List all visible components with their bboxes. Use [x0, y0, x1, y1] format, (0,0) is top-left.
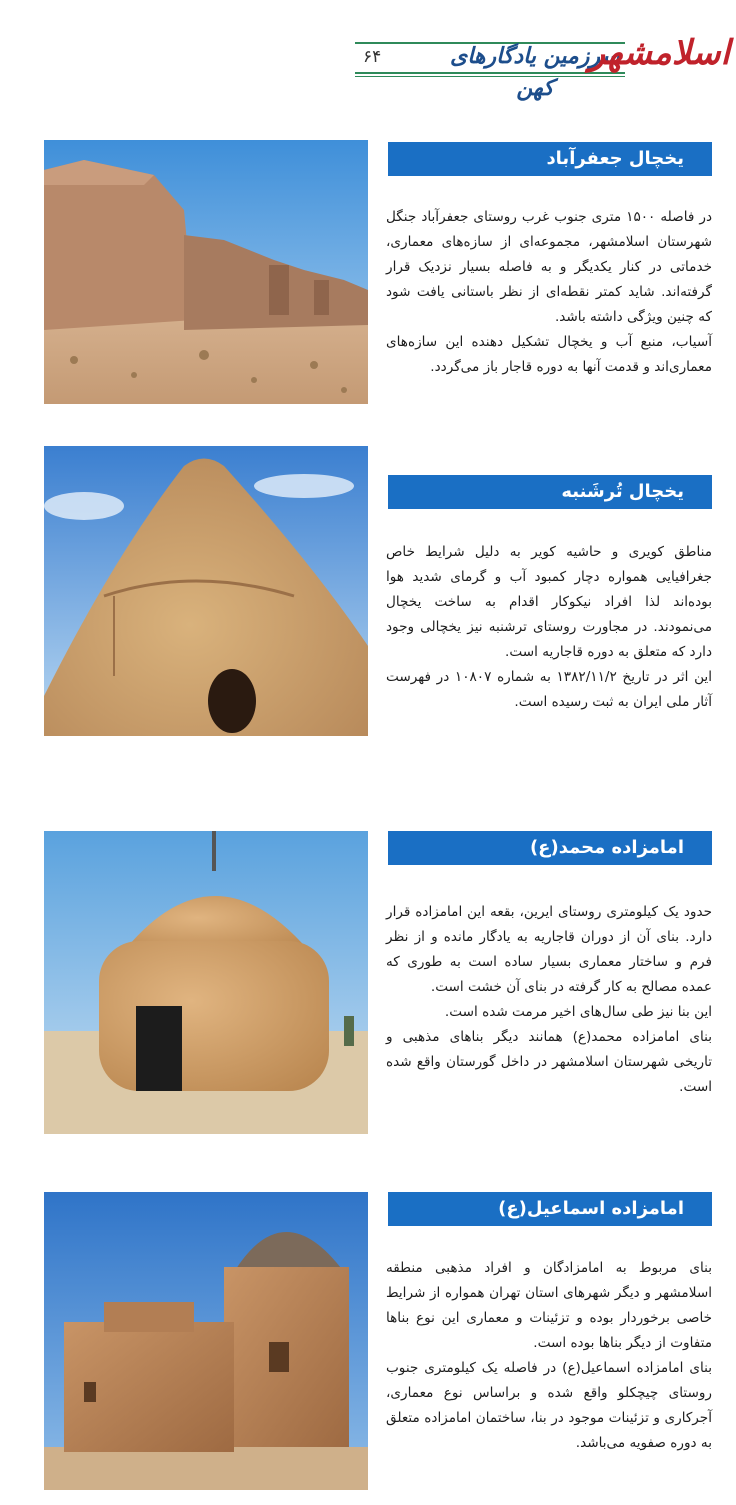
section-body-imamzadeh-mohammad	[386, 900, 712, 1100]
imamzadeh-esmaeil-photo	[44, 1192, 368, 1490]
paragraph: بنای امامزاده اسماعیل(ع) در فاصله یک کیلومتری جنوب روستای چیچکلو واقع شده و براساس نوع معماری، آجرکاری و تزئینات موجود در بنا، ساختمان امامزاده متعلق به دوره صفویه می‌باشد.	[386, 1360, 712, 1451]
page-header	[0, 0, 736, 110]
paragraph: مناطق کویری و حاشیه کویر به دلیل شرایط خاص جغرافیایی همواره دچار کمبود آب و گرمای شدید هوا بوده‌اند لذا افراد نیکوکار اقدام به ساخت یخچال می‌نمودند. در مجاورت روستای ترشنبه نیز یخچالی وجود دارد که متعلق به دوره قاجاریه است.	[386, 544, 712, 660]
section-title-imamzadeh-esmaeil: امامزاده اسماعیل(ع)	[388, 1192, 712, 1226]
book-brand-title: اسلامشهر	[588, 33, 730, 73]
header-rule-bottom	[355, 72, 625, 74]
section-title-imamzadeh-mohammad: امامزاده محمد(ع)	[388, 831, 712, 865]
section-title-torshanbeh: یخچال تُرشَنبه	[388, 475, 712, 509]
section-body-jafarabad	[386, 205, 712, 380]
paragraph: در فاصله ۱۵۰۰ متری جنوب غرب روستای جعفرآباد جنگل شهرستان اسلامشهر، مجموعه‌ای از سازه‌های معماری، خدماتی در کنار یکدیگر و به فاصله بسیار نزدیک قرار گرفته‌اند. شاید کمتر نقطه‌ای از نظر باستانی یافت شود که چنین ویژگی داشته باشد.	[386, 209, 712, 325]
torshanbeh-ice-house-photo	[44, 446, 368, 736]
book-subtitle: سرزمین یادگارهای کهن	[450, 43, 620, 101]
imamzadeh-mohammad-photo	[44, 831, 368, 1134]
section-title-jafarabad: یخچال جعفرآباد	[388, 142, 712, 176]
section-body-torshanbeh	[386, 540, 712, 715]
paragraph: آسیاب، منبع آب و یخچال تشکیل دهنده این سازه‌های معماری‌اند و قدمت آنها به دوره قاجار باز می‌گردد.	[386, 334, 712, 375]
section-body-imamzadeh-esmaeil	[386, 1256, 712, 1456]
paragraph: بنای امامزاده محمد(ع) همانند دیگر بناهای مذهبی و تاریخی شهرستان اسلامشهر در داخل گورستان واقع شده است.	[386, 1029, 712, 1095]
header-rule-bottom-thin	[355, 76, 625, 77]
paragraph: این اثر در تاریخ ۱۳۸۲/۱۱/۲ به شماره ۱۰۸۰۷ در فهرست آثار ملی ایران به ثبت رسیده است.	[386, 669, 712, 710]
paragraph: حدود یک کیلومتری روستای ایرین، بقعه این امامزاده قرار دارد. بنای آن از دوران قاجاریه به یادگار مانده و از نظر فرم و ساختار معماری بسیار ساده است به طوری که عمده مصالح به کار گرفته در بنای آن خشت است.	[386, 904, 712, 995]
paragraph: بنای مربوط به امامزادگان و افراد مذهبی منطقه اسلامشهر و دیگر شهرهای استان تهران همواره از شرایط خاصی برخوردار بوده و تزئینات و معماری این نوع بناها متفاوت از دیگر بناها بوده است.	[386, 1260, 712, 1351]
jafarabad-ice-house-photo	[44, 140, 368, 404]
paragraph: این بنا نیز طی سال‌های اخیر مرمت شده است.	[444, 1004, 712, 1020]
page-number: ۶۴	[363, 47, 382, 67]
